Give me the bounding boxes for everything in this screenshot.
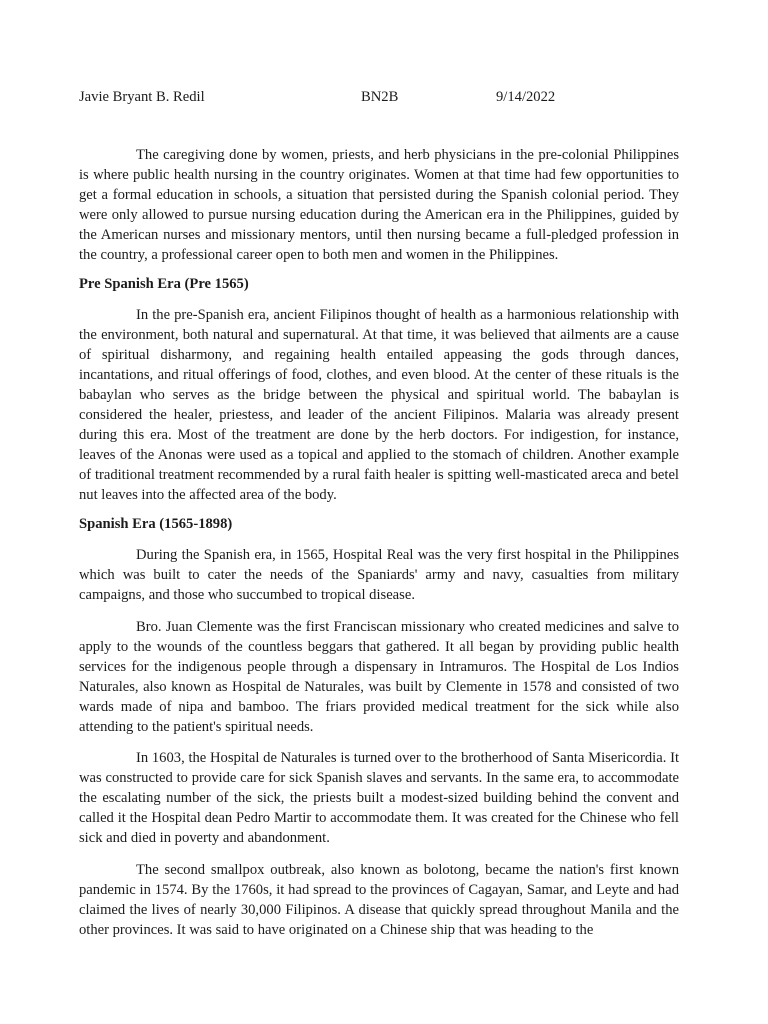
spanish-heading: Spanish Era (1565-1898) [79,516,233,533]
document-date: 9/14/2022 [496,89,556,105]
pre-spanish-heading: Pre Spanish Era (Pre 1565) [79,276,249,293]
author-name: Javie Bryant B. Redil [79,89,205,105]
document-page [79,88,679,941]
spanish-paragraph: Bro. Juan Clemente was the first Franciscan missionary who created medicines and salve to apply to the wounds of the countless beggars that gathered. It all began by providing public health services for the indigenous people through a dispensary in Intramuros. The Hospital de Los Indios Naturales, also known as Hospital de Naturales, was built by Clemente in 1578 and consisted of two wards made of nipa and bamboo. The friars provided medical treatment for the sick while also attending to the patient's spiritual needs. [79,619,679,735]
spanish-paragraph: During the Spanish era, in 1565, Hospital Real was the very first hospital in the Philippines which was built to cater the needs of the Spaniards' army and navy, casualties from military campaigns, and those who succumbed to tropical disease. [79,547,679,604]
document-header [79,88,679,108]
section-code: BN2B [361,89,399,105]
spanish-paragraph: The second smallpox outbreak, also known as bolotong, became the nation's first known pandemic in 1574. By the 1760s, it had spread to the provinces of Cagayan, Samar, and Leyte and had claimed the lives of nearly 30,000 Filipinos. A disease that quickly spread throughout Manila and the other provinces. It was said to have originated on a Chinese ship that was heading to the [79,862,679,938]
spanish-paragraph: In 1603, the Hospital de Naturales is turned over to the brotherhood of Santa Misericordia. It was constructed to provide care for sick Spanish slaves and servants. In the same era, to accommodate the escalating number of the sick, the priests built a modest-sized building behind the convent and called it the Hospital dean Pedro Martir to accommodate them. It was created for the Chinese who fell sick and died in poverty and abandonment. [79,750,679,847]
intro-paragraph: The caregiving done by women, priests, and herb physicians in the pre-colonial Philippines is where public health nursing in the country originates. Women at that time had few opportunities to get a formal education in schools, a situation that persisted during the Spanish colonial period. They were only allowed to pursue nursing education during the American era in the Philippines, guided by the American nurses and missionary mentors, until then nursing became a full-pledged profession in the country, a professional career open to both men and women in the Philippines. [79,147,679,263]
pre-spanish-paragraph: In the pre-Spanish era, ancient Filipinos thought of health as a harmonious relationship with the environment, both natural and supernatural. At that time, it was believed that ailments are a cause of spiritual disharmony, and regaining health entailed appeasing the gods through dances, incantations, and ritual offerings of food, clothes, and even blood. At the center of these rituals is the babaylan who serves as the bridge between the physical and spiritual world. The babaylan is considered the healer, priestess, and leader of the ancient Filipinos. Malaria was already present during this era. Most of the treatment are done by the herb doctors. For indigestion, for instance, leaves of the Anonas were used as a topical and applied to the stomach of children. Another example of traditional treatment recommended by a rural faith healer is spitting well-masticated areca and betel nut leaves into the affected area of the body. [79,307,679,503]
